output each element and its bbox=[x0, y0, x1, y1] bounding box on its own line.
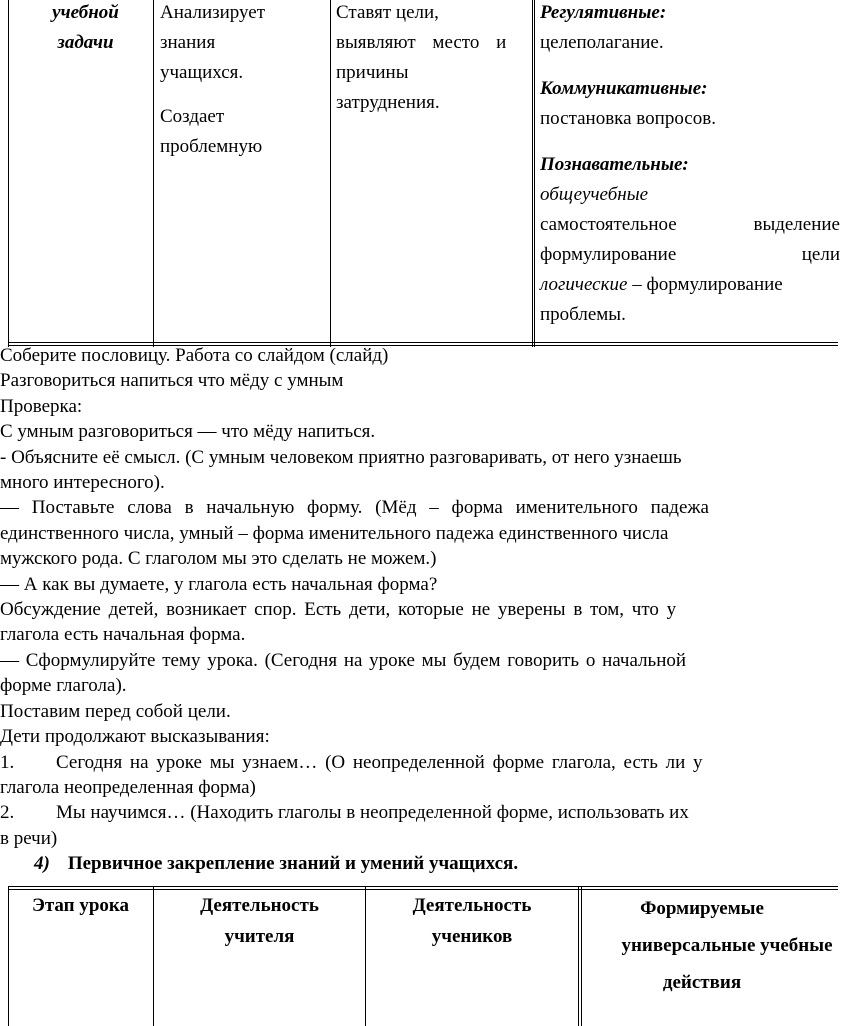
paragraph: Соберите пословицу. Работа со слайдом (слайд) bbox=[0, 345, 389, 366]
header-learning-actions: Формируемые универсальные учебные действия bbox=[621, 898, 833, 993]
communicative-text: постановка вопросов. bbox=[540, 108, 716, 129]
paragraph: — Сформулируйте тему урока. (Сегодня на уроке мы будем говорить о начальной bbox=[0, 649, 687, 671]
lesson-text bbox=[0, 343, 826, 877]
header-stage: Этап урока bbox=[31, 895, 130, 916]
cognitive-logic-line: логические – формулирование bbox=[540, 274, 783, 295]
cognitive-line: формулирование цели bbox=[540, 244, 840, 265]
cell-students-activity bbox=[336, 0, 530, 118]
section-title: Первичное закрепление знаний и умений учащихся. bbox=[67, 853, 519, 875]
regulatory-title: Регулятивные: bbox=[540, 2, 667, 23]
paragraph: — Поставьте слова в начальную форму. (Мёд – форма именительного падежа bbox=[0, 497, 709, 519]
paragraph: много интересного). bbox=[0, 472, 165, 494]
paragraph: - Объясните её смысл. (С умным человеком приятно разговаривать, от него узнаешь bbox=[0, 446, 682, 468]
paragraph: Обсуждение детей, возникает спор. Есть дети, которые не уверены в том, что у bbox=[0, 599, 677, 621]
cognitive-title: Познавательные: bbox=[540, 154, 689, 175]
stage-line: учебной bbox=[52, 2, 119, 23]
cognitive-general: общеучебные bbox=[540, 184, 649, 205]
paragraph: в речи) bbox=[0, 827, 58, 849]
paragraph: Разговориться напиться что мёду с умным bbox=[0, 370, 344, 392]
paragraph: — А как вы думаете, у глагола есть начальная форма? bbox=[0, 573, 438, 595]
paragraph: форме глагола). bbox=[0, 675, 127, 697]
lesson-table-bottom bbox=[8, 886, 838, 1026]
numbered-item bbox=[0, 800, 826, 825]
lesson-table-top bbox=[8, 0, 838, 347]
paragraph: Проверка: bbox=[0, 395, 83, 417]
section-heading bbox=[0, 851, 826, 876]
teacher-line: Создает bbox=[160, 106, 225, 127]
communicative-title: Коммуникативные: bbox=[540, 78, 708, 99]
cell-learning-actions bbox=[540, 0, 840, 330]
section-number: 4) bbox=[34, 853, 50, 875]
students-line: причины bbox=[336, 62, 409, 83]
teacher-line: знания bbox=[160, 32, 216, 53]
item-number: 1. bbox=[0, 751, 15, 773]
teacher-line: учащихся. bbox=[160, 62, 244, 83]
paragraph: Дети продолжают высказывания: bbox=[0, 726, 270, 748]
item-number: 2. bbox=[0, 802, 15, 824]
item-text: Сегодня на уроке мы узнаем… (О неопределенной форме глагола, есть ли у bbox=[56, 751, 703, 773]
paragraph: единственного числа, умный – форма именительного падежа единственного числа bbox=[0, 522, 669, 544]
paragraph: С умным разговориться — что мёду напиться. bbox=[0, 421, 376, 443]
stage-line: задачи bbox=[57, 32, 114, 53]
header-teacher: Деятельность учителя bbox=[200, 895, 319, 947]
students-line: выявляют место и bbox=[336, 32, 507, 53]
item-text: Мы научимся… (Находить глаголы в неопределенной форме, использовать их bbox=[56, 802, 689, 824]
cell-teacher-activity bbox=[160, 0, 330, 162]
header-students: Деятельность учеников bbox=[412, 895, 532, 947]
teacher-line: проблемную bbox=[160, 136, 263, 157]
paragraph: Поставим перед собой цели. bbox=[0, 700, 231, 722]
students-line: Ставят цели, bbox=[336, 2, 439, 23]
cognitive-line: самостоятельное выделение bbox=[540, 214, 840, 235]
paragraph: глагола неопределенная форма) bbox=[0, 776, 256, 798]
cognitive-end: проблемы. bbox=[540, 304, 626, 325]
cell-stage bbox=[18, 0, 153, 58]
teacher-line: Анализирует bbox=[160, 2, 266, 23]
students-line: затруднения. bbox=[336, 92, 440, 113]
numbered-item bbox=[0, 750, 826, 775]
regulatory-text: целеполагание. bbox=[540, 32, 664, 53]
paragraph: мужского рода. С глаголом мы это сделать не можем.) bbox=[0, 548, 437, 570]
paragraph: глагола есть начальная форма. bbox=[0, 624, 246, 646]
